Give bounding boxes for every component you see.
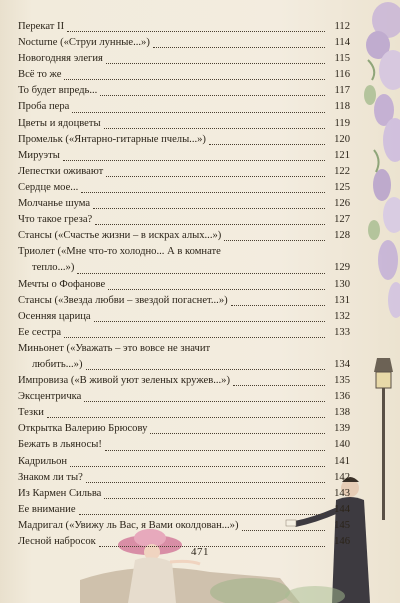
toc-entry-title: Тезки	[18, 407, 44, 419]
toc-entry-title: Мируэты	[18, 149, 60, 161]
toc-entry	[18, 244, 350, 276]
toc-entry-title: Ее внимание	[18, 503, 76, 515]
dot-leader	[47, 416, 325, 418]
toc-entry-title: Знаком ли ты?	[18, 471, 83, 483]
toc-entry-title: Стансы («Счастье жизни – в искрах алых...»)	[18, 230, 222, 242]
dot-leader	[86, 368, 326, 370]
toc-entry-continuation	[18, 357, 350, 373]
dot-leader	[153, 46, 325, 48]
toc-entry	[18, 421, 350, 437]
toc-entry-page: 119	[334, 117, 350, 129]
toc-entry	[18, 164, 350, 180]
lilac-flowers-illustration	[348, 0, 400, 380]
table-of-contents	[18, 19, 350, 550]
dot-leader	[72, 111, 325, 113]
dot-leader	[81, 191, 325, 193]
dot-leader	[94, 320, 325, 322]
toc-entry-title-continued: тепло...»)	[32, 262, 75, 274]
toc-entry	[18, 67, 350, 83]
toc-entry-page: 145	[334, 519, 350, 531]
toc-entry-page: 136	[334, 391, 350, 403]
toc-entry-page: 121	[334, 149, 350, 161]
toc-entry	[18, 196, 350, 212]
toc-entry	[18, 83, 350, 99]
toc-entry-page: 141	[334, 455, 350, 467]
dot-leader	[209, 143, 325, 145]
toc-entry	[18, 470, 350, 486]
dot-leader	[108, 288, 325, 290]
toc-entry	[18, 293, 350, 309]
toc-entry	[18, 502, 350, 518]
toc-entry-title: Сердце мое...	[18, 181, 79, 193]
toc-entry-title-continued: любить...»)	[32, 358, 83, 370]
toc-entry-page: 135	[334, 375, 350, 387]
dot-leader	[100, 94, 325, 96]
dot-leader	[231, 304, 325, 306]
toc-entry	[18, 132, 350, 148]
toc-entry	[18, 389, 350, 405]
toc-entry-title: Всё то же	[18, 69, 62, 81]
toc-entry-title: Мадригал («Увижу ль Вас, я Вами околдован...»)	[18, 519, 239, 531]
dot-leader	[77, 272, 325, 274]
page-number: 471	[191, 546, 209, 558]
toc-entry-title: Импровиза («В живой уют зеленых кружев...»)	[18, 375, 230, 387]
toc-entry	[18, 35, 350, 51]
dot-leader	[106, 62, 325, 64]
dot-leader	[224, 239, 325, 241]
toc-entry-page: 133	[334, 326, 350, 338]
toc-entry-page: 117	[334, 85, 350, 97]
toc-entry-title: Бежать в льяносы!	[18, 439, 102, 451]
toc-entry-title: Миньонет («Уважать – это вовсе не значит	[18, 342, 211, 354]
toc-entry	[18, 486, 350, 502]
toc-entry-title: Мечты о Фофанове	[18, 278, 106, 290]
dot-leader	[63, 159, 325, 161]
toc-entry	[18, 116, 350, 132]
dot-leader	[106, 175, 325, 177]
toc-entry-page: 142	[334, 471, 350, 483]
toc-entry	[18, 373, 350, 389]
toc-entry-title: Что такое греза?	[18, 214, 93, 226]
toc-entry-title: То будет впредь...	[18, 85, 98, 97]
toc-entry-continuation	[18, 260, 350, 276]
toc-entry	[18, 228, 350, 244]
dot-leader	[95, 223, 325, 225]
toc-entry-page: 125	[334, 181, 350, 193]
dot-leader	[233, 384, 325, 386]
toc-entry-page: 138	[334, 407, 350, 419]
toc-entry	[18, 518, 350, 534]
toc-entry-title: Кадрильон	[18, 455, 68, 467]
toc-entry-page: 112	[334, 21, 350, 32]
toc-entry	[18, 212, 350, 228]
toc-entry-title: Промельк («Янтарно-гитарные пчелы...»)	[18, 133, 206, 145]
toc-entry-title: Перекат II	[18, 21, 65, 32]
toc-entry-page: 134	[334, 358, 350, 370]
toc-entry	[18, 325, 350, 341]
dot-leader	[67, 30, 325, 32]
toc-entry-page: 115	[334, 53, 350, 65]
dot-leader	[104, 127, 325, 129]
toc-entry-title: Ее сестра	[18, 326, 62, 338]
toc-entry-page: 126	[334, 198, 350, 210]
dot-leader	[84, 400, 325, 402]
toc-entry-title: Открытка Валерию Брюсову	[18, 423, 148, 435]
toc-entry	[18, 341, 350, 373]
dot-leader	[150, 432, 325, 434]
toc-entry-page: 122	[334, 165, 350, 177]
toc-entry-page: 120	[334, 133, 350, 145]
toc-entry	[18, 51, 350, 67]
toc-entry-title: Лесной набросок	[18, 536, 96, 547]
toc-entry-page: 128	[334, 230, 350, 242]
toc-entry-page: 140	[334, 439, 350, 451]
toc-entry-title: Новогодняя элегия	[18, 53, 103, 65]
dot-leader	[79, 513, 325, 515]
toc-entry-page: 143	[334, 487, 350, 499]
toc-entry-title: Триолет («Мне что-то холодно... А в комнате	[18, 246, 221, 258]
toc-entry	[18, 19, 350, 35]
toc-entry	[18, 454, 350, 470]
dot-leader	[93, 207, 325, 209]
toc-entry-page: 118	[334, 101, 350, 113]
toc-entry	[18, 277, 350, 293]
toc-entry	[18, 405, 350, 421]
toc-entry	[18, 99, 350, 115]
toc-entry-page: 146	[334, 536, 350, 547]
dot-leader	[105, 449, 325, 451]
dot-leader	[70, 465, 325, 467]
toc-entry-title: Проба пера	[18, 101, 70, 113]
toc-entry-title: Стансы («Звезда любви – звездой погаснет...»)	[18, 294, 228, 306]
toc-entry-page: 114	[334, 37, 350, 49]
toc-entry-page: 116	[334, 69, 350, 81]
toc-entry-page: 139	[334, 423, 350, 435]
dot-leader	[104, 497, 325, 499]
toc-entry-title: Осенняя царица	[18, 310, 91, 322]
toc-entry-title: Молчанье шума	[18, 198, 91, 210]
dot-leader	[86, 481, 325, 483]
dot-leader	[64, 336, 325, 338]
toc-entry-title: Эксцентричка	[18, 391, 82, 403]
toc-entry-page: 132	[334, 310, 350, 322]
dot-leader	[64, 78, 325, 80]
toc-entry-title: Из Кармен Сильва	[18, 487, 102, 499]
toc-entry-page: 127	[334, 214, 350, 226]
toc-entry-title: Лепестки оживают	[18, 165, 104, 177]
toc-entry-page: 144	[334, 503, 350, 515]
toc-entry	[18, 437, 350, 453]
toc-entry	[18, 148, 350, 164]
toc-entry	[18, 309, 350, 325]
toc-entry-page: 131	[334, 294, 350, 306]
dot-leader	[242, 529, 325, 531]
toc-entry-title: Цветы и ядоцветы	[18, 117, 101, 129]
toc-entry-page: 129	[334, 262, 350, 274]
toc-entry-title: Nocturne («Струи лунные...»)	[18, 37, 150, 49]
toc-entry	[18, 180, 350, 196]
toc-entry-page: 130	[334, 278, 350, 290]
